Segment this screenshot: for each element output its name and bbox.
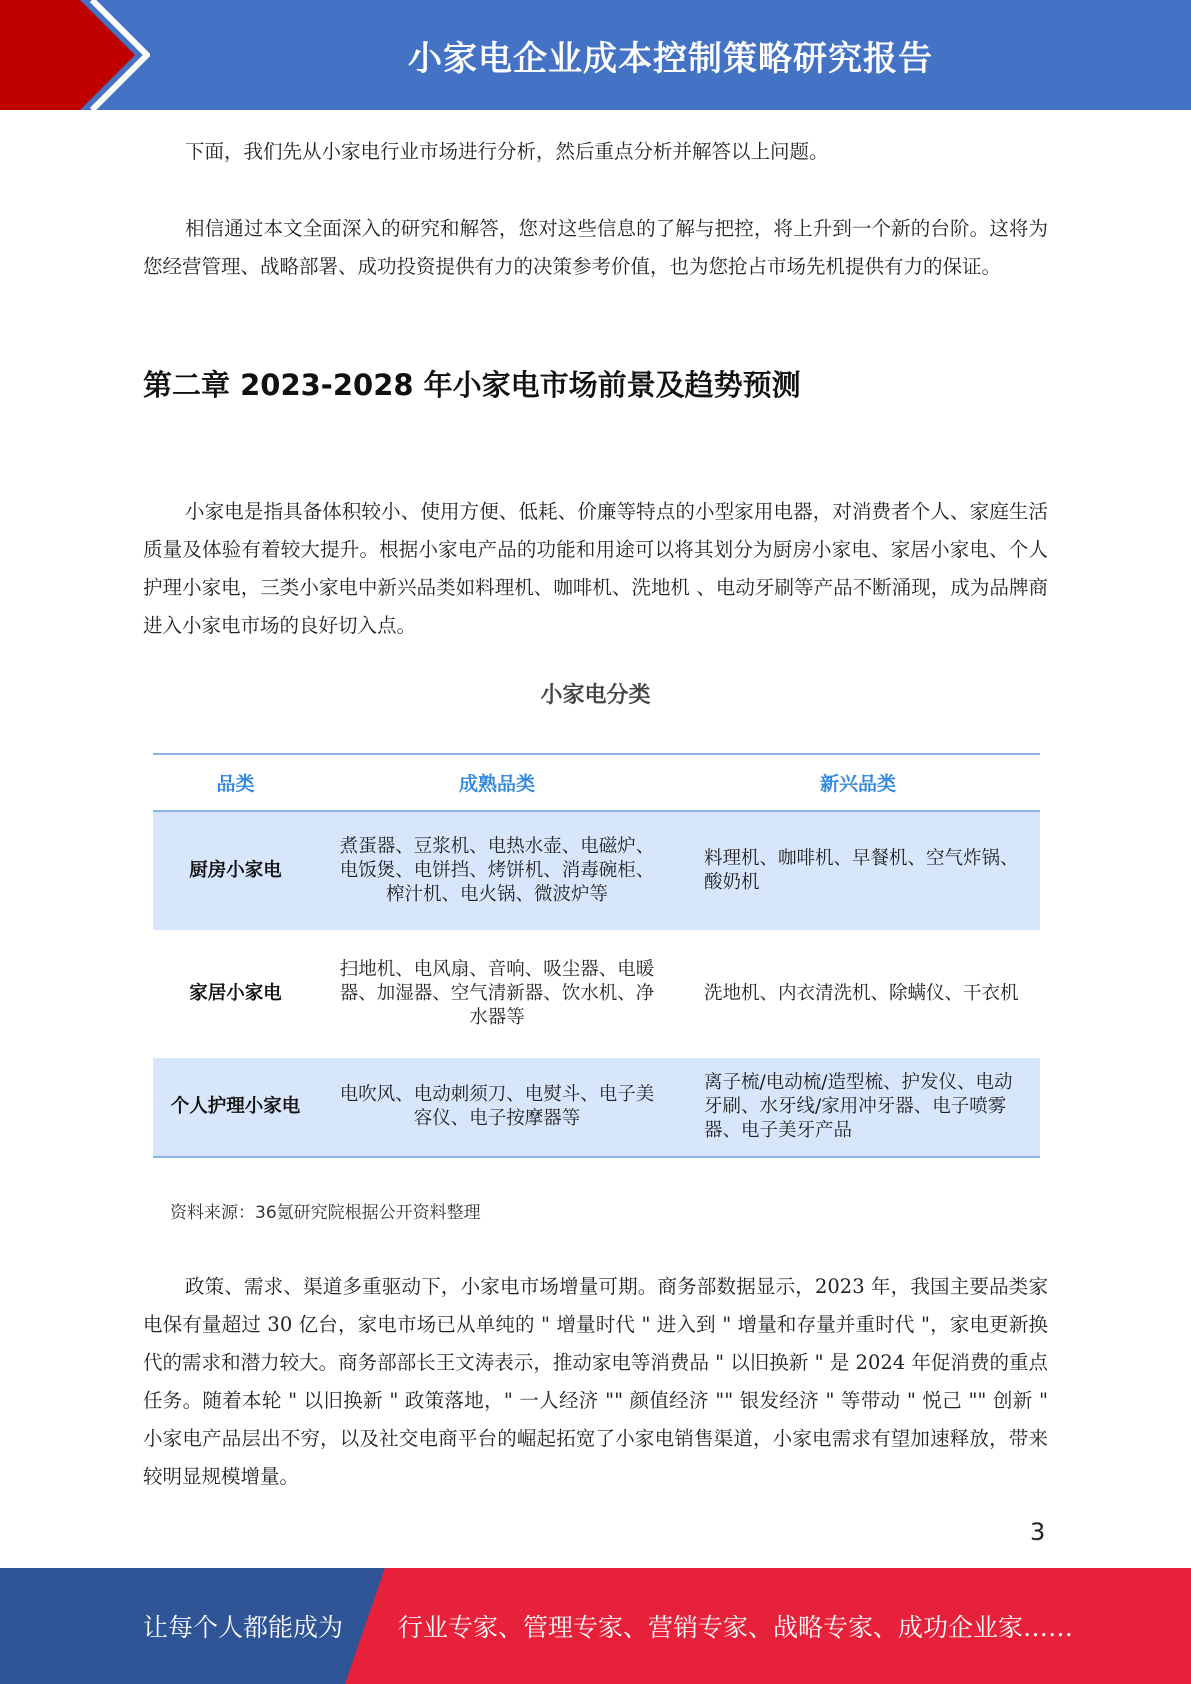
- chapter-paragraph-2: 政策、需求、渠道多重驱动下，小家电市场增量可期。商务部数据显示，2023 年，我国主要品类家电保有量超过 30 亿台，家电市场已从单纯的 " 增量时代 " 进入到 " 增量和存量并重时代 "，家电更新换代的需求和潜力较大。商务部部长王文涛表示，推动家电等消费品 " 以旧换新 " 是 2024 年促消费的重点任务。随着本轮 " 以旧换新 " 政策落地，" 一人经济 "" 颜值经济 "" 银发经济 " 等带动 " 悦己 "" 创新 " 小家电产品层出不穷，以及社交电商平台的崛起拓宽了小家电销售渠道，小家电需求有望加速释放，带来较明显规模增量。: [143, 1275, 1048, 1488]
- row-mature: 电吹风、电动刺须刀、电熨斗、电子美容仪、电子按摩器等: [318, 1058, 676, 1157]
- intro-paragraph-1: 下面，我们先从小家电行业市场进行分析，然后重点分析并解答以上问题。: [185, 140, 829, 163]
- intro-paragraph-2: 相信通过本文全面深入的研究和解答，您对这些信息的了解与把控，将上升到一个新的台阶。这将为您经营管理、战略部署、成功投资提供有力的决策参考价值，也为您抢占市场先机提供有力的保证。: [143, 217, 1048, 278]
- row-emerging: 离子梳/电动梳/造型梳、护发仪、电动牙刷、水牙线/家用冲牙器、电子喷雾器、电子美牙产品: [676, 1058, 1040, 1157]
- chapter-paragraph-1: 小家电是指具备体积较小、使用方便、低耗、价廉等特点的小型家用电器，对消费者个人、家庭生活质量及体验有着较大提升。根据小家电产品的功能和用途可以将其划分为厨房小家电、家居小家电、个人护理小家电，三类小家电中新兴品类如料理机、咖啡机、洗地机 、电动牙刷等产品不断涌现，成为品牌商进入小家电市场的良好切入点。: [143, 500, 1048, 637]
- table-header-row: [153, 754, 1040, 811]
- header-emerging: 新兴品类: [676, 754, 1040, 811]
- row-emerging: 洗地机、内衣清洗机、除螨仪、干衣机: [704, 983, 1019, 1004]
- row-mature: 煮蛋器、豆浆机、电热水壶、电磁炉、电饭煲、电饼挡、烤饼机、消毒碗柜、榨汁机、电火锅、微波炉等: [318, 811, 676, 930]
- figure-source: 资料来源：36氪研究院根据公开资料整理: [170, 1203, 481, 1223]
- row-emerging: 料理机、咖啡机、早餐机、空气炸锅、酸奶机: [676, 811, 1040, 930]
- footer-slogan-left: 让每个人都能成为: [143, 1613, 344, 1642]
- header-mature: 成熟品类: [318, 754, 676, 811]
- row-category: 厨房小家电: [153, 811, 318, 930]
- table-row: [153, 930, 1040, 1058]
- row-category: 个人护理小家电: [153, 1058, 318, 1157]
- document-title: 小家电企业成本控制策略研究报告: [408, 38, 933, 79]
- row-category: 家居小家电: [189, 983, 282, 1004]
- chapter-heading: 第二章 2023-2028 年小家电市场前景及趋势预测: [143, 368, 801, 402]
- classification-table: [153, 753, 1040, 1158]
- table-row: [153, 1058, 1040, 1157]
- page-number: 3: [1030, 1518, 1046, 1546]
- row-mature: 扫地机、电风扇、音响、吸尘器、电暖器、加湿器、空气清新器、饮水机、净水器等: [339, 959, 655, 1028]
- footer-banner: [0, 1568, 1191, 1684]
- figure-title: 小家电分类: [540, 683, 651, 708]
- table-row: [153, 811, 1040, 930]
- footer-slogan-right: 行业专家、管理专家、营销专家、战略专家、成功企业家……: [398, 1613, 1074, 1642]
- header-category: 品类: [153, 754, 318, 811]
- header-banner: [0, 0, 1191, 110]
- header-arrow-decoration: [0, 0, 150, 110]
